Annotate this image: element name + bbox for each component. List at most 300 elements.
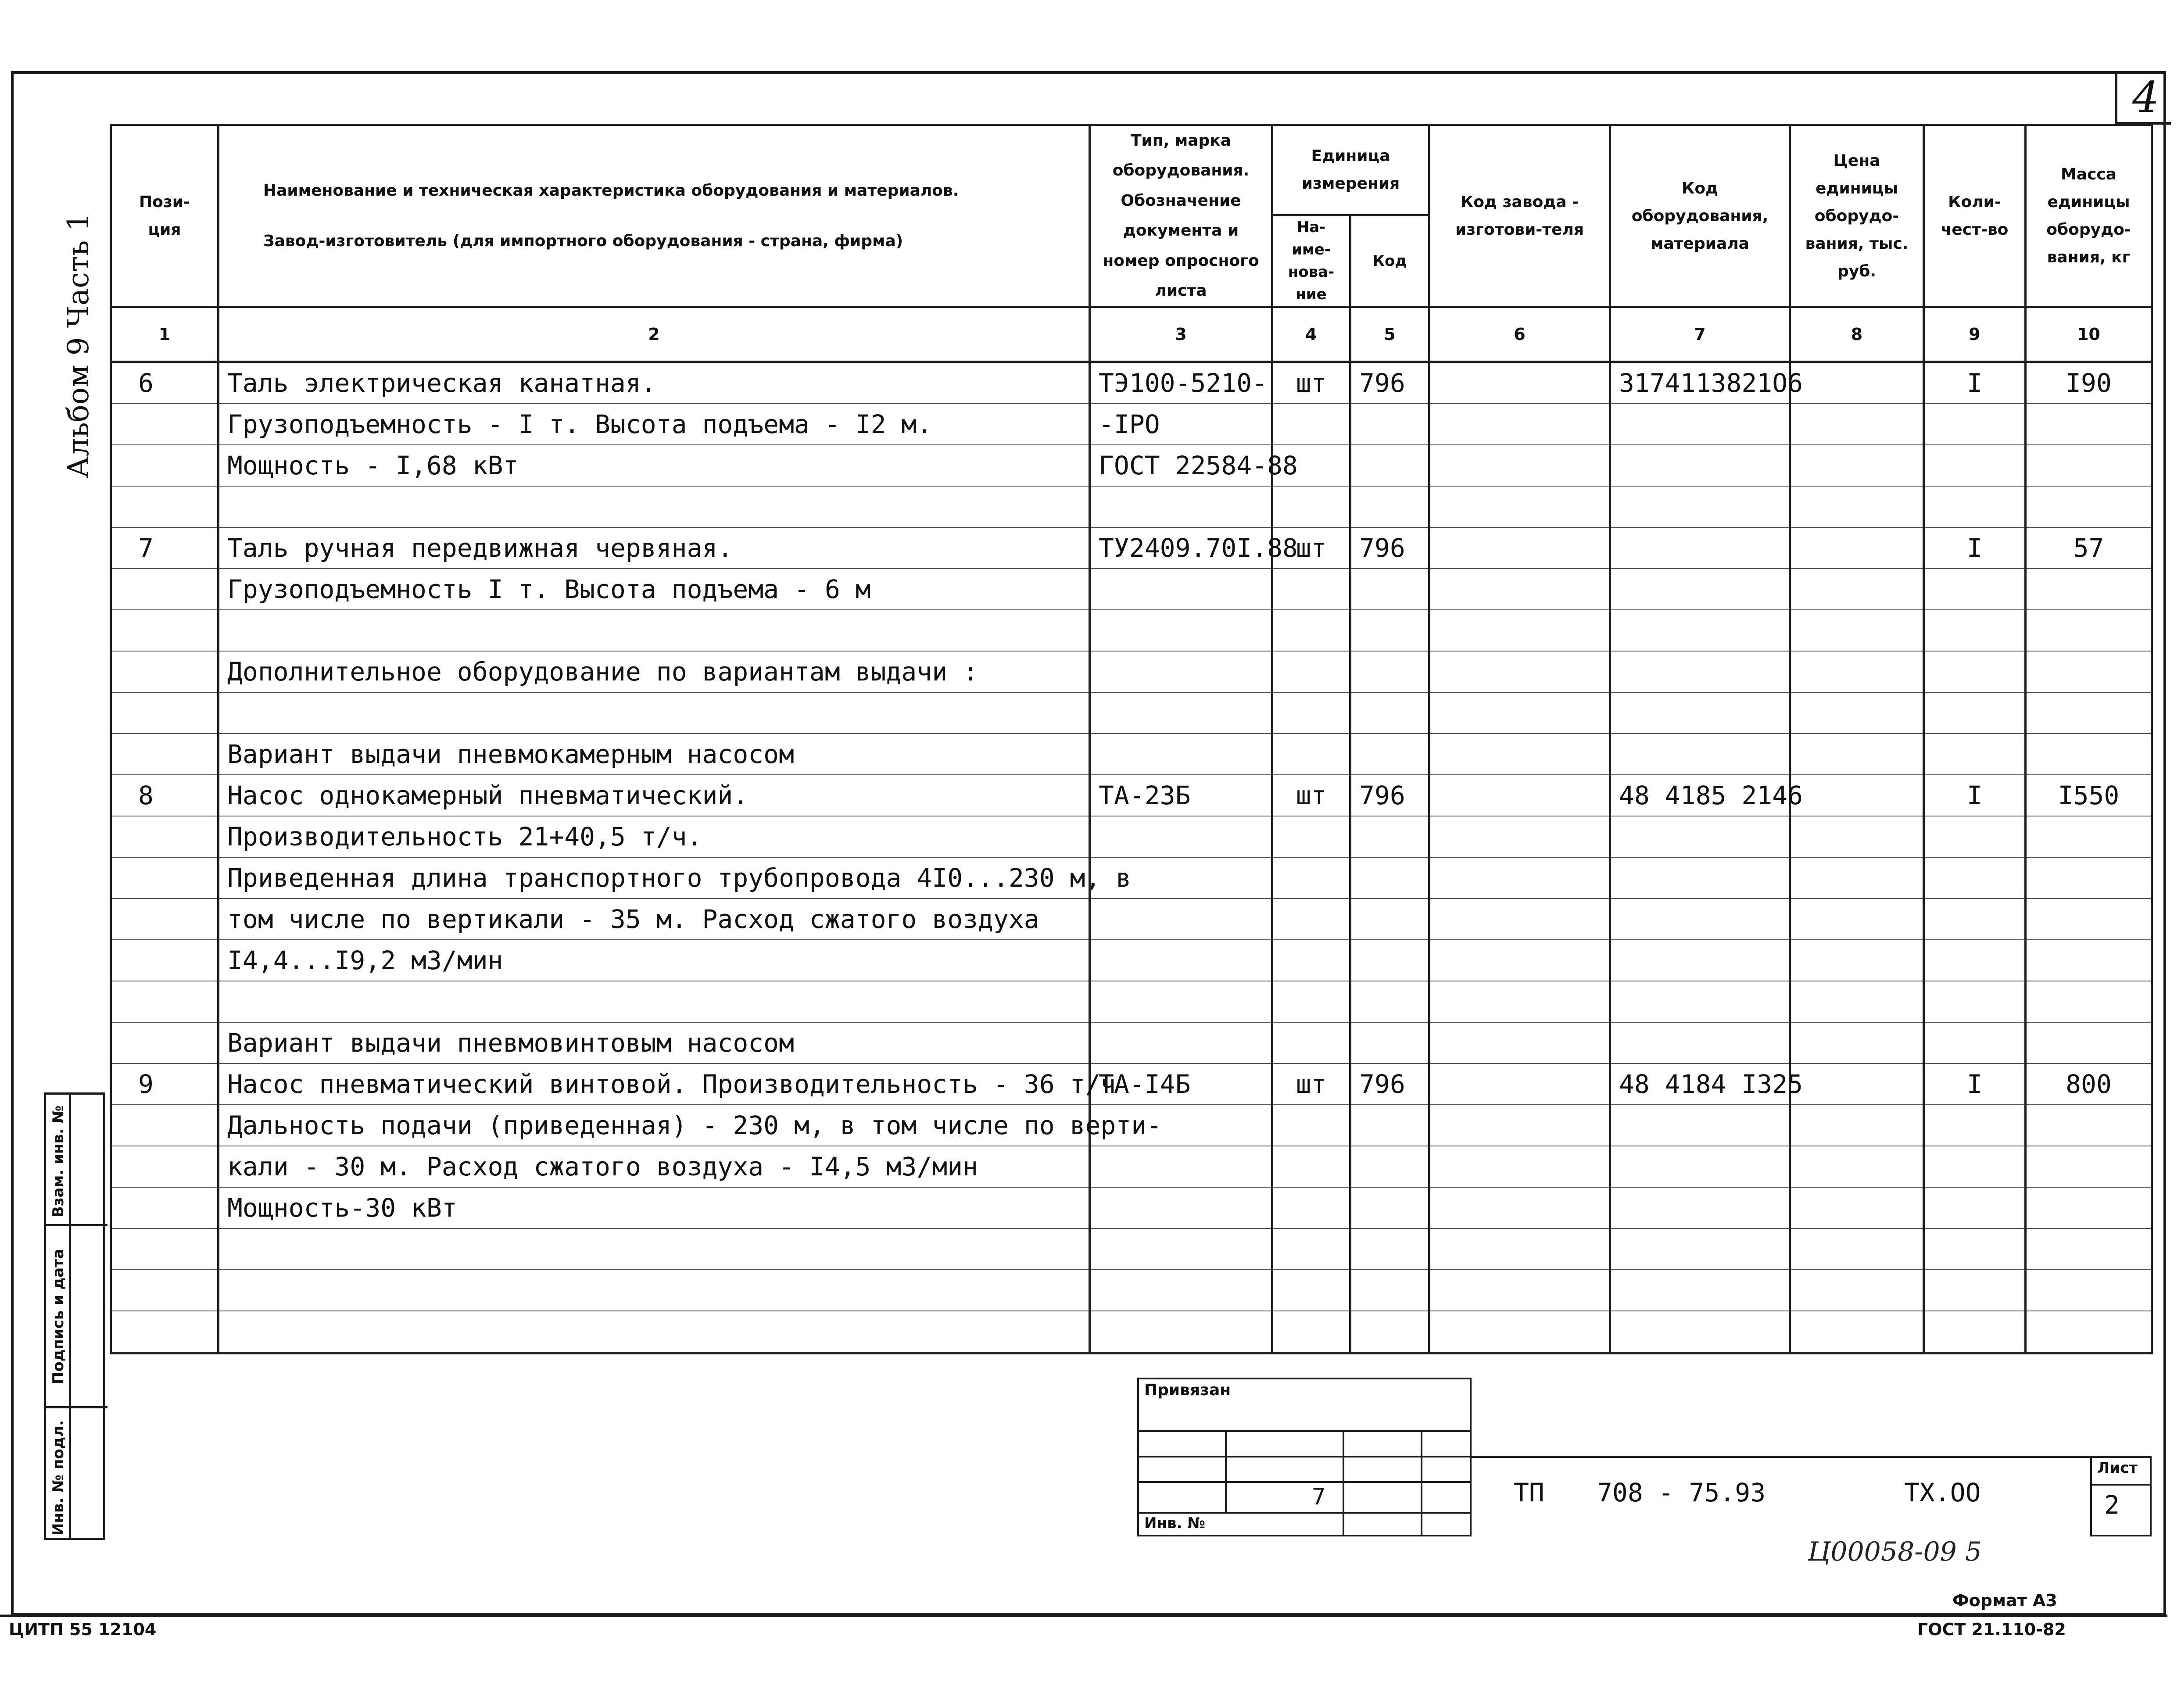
table-cell-col-4: [1272, 981, 1350, 1022]
table-cell-col-5: [1350, 1022, 1429, 1063]
table-cell-col-8: [1790, 940, 1924, 981]
table-cell-col-4: [1272, 899, 1350, 940]
table-cell-col-8: [1790, 651, 1924, 692]
doc-line: [1472, 1456, 2151, 1458]
album-title: Альбом 9 Часть 1: [61, 212, 95, 478]
table-cell-col-2: Грузоподъемность - I т. Высота подъема - I2 м.: [218, 404, 1090, 445]
table-cell-col-3: [1090, 940, 1272, 981]
table-cell-col-7: [1610, 940, 1790, 981]
table-cell-col-6: [1429, 486, 1610, 527]
table-cell-col-3: ТА-23Б: [1090, 775, 1272, 816]
table-cell-col-7: [1610, 857, 1790, 899]
table-cell-col-3: ТУ2409.70I.88: [1090, 527, 1272, 569]
header-position: Пози- ция: [111, 125, 218, 307]
header-quantity: Коли-чест-во: [1924, 125, 2026, 307]
table-cell-col-4: [1272, 816, 1350, 857]
colnum: 10: [2026, 307, 2152, 362]
table-cell-col-4: [1272, 486, 1350, 527]
table-cell-col-6: [1429, 692, 1610, 734]
table-cell-col-9: [1924, 1105, 2026, 1146]
table-cell-col-2: [218, 486, 1090, 527]
table-cell-col-2: том числе по вертикали - 35 м. Расход сжатого воздуха: [218, 899, 1090, 940]
table-cell-col-10: 57: [2026, 527, 2152, 569]
table-cell-col-4: [1272, 1146, 1350, 1187]
handwritten-note: Ц00058-09 5: [1808, 1536, 1982, 1567]
table-cell-col-10: I90: [2026, 362, 2152, 404]
sheet-corner-number: 4: [2132, 73, 2160, 122]
table-cell-col-3: [1090, 610, 1272, 651]
table-cell-col-1: [111, 1187, 218, 1228]
table-cell-col-2: [218, 610, 1090, 651]
table-row: [111, 610, 2152, 651]
table-cell-col-2: I4,4...I9,2 м3/мин: [218, 940, 1090, 981]
table-cell-col-3: ТЭ100-5210-: [1090, 362, 1272, 404]
table-cell-col-7: [1610, 527, 1790, 569]
table-cell-col-6: [1429, 734, 1610, 775]
table-cell-col-9: [1924, 692, 2026, 734]
header-equipment-code: Код оборудования, материала: [1610, 125, 1790, 307]
table-cell-col-8: [1790, 899, 1924, 940]
table-cell-col-3: [1090, 734, 1272, 775]
table-cell-col-1: [111, 1311, 218, 1353]
table-cell-col-5: [1350, 899, 1429, 940]
table-cell-col-7: [1610, 610, 1790, 651]
table-cell-col-5: [1350, 1105, 1429, 1146]
table-cell-col-5: [1350, 610, 1429, 651]
table-cell-col-6: [1429, 445, 1610, 486]
table-cell-col-1: [111, 486, 218, 527]
table-cell-col-9: [1924, 1022, 2026, 1063]
table-cell-col-7: [1610, 651, 1790, 692]
gost-label: ГОСТ 21.110-82: [1917, 1620, 2066, 1639]
table-cell-col-9: [1924, 610, 2026, 651]
column-numbers-row: [111, 307, 2152, 362]
colnum: 7: [1610, 307, 1790, 362]
table-row: [111, 486, 2152, 527]
table-row: [111, 692, 2152, 734]
stamp-vzam-label: Взам. инв. №: [50, 1105, 67, 1217]
table-cell-col-2: Насос пневматический винтовой. Производительность - 36 т/ч: [218, 1063, 1090, 1105]
table-row: [111, 527, 2152, 569]
table-cell-col-8: [1790, 1022, 1924, 1063]
table-cell-col-10: [2026, 899, 2152, 940]
table-cell-col-2: Вариант выдачи пневмокамерным насосом: [218, 734, 1090, 775]
table-row: [111, 1022, 2152, 1063]
table-cell-col-1: 7: [111, 527, 218, 569]
table-cell-col-4: [1272, 940, 1350, 981]
table-cell-col-10: [2026, 857, 2152, 899]
table-cell-col-5: [1350, 651, 1429, 692]
table-cell-col-6: [1429, 404, 1610, 445]
table-cell-col-1: [111, 940, 218, 981]
table-cell-col-7: [1610, 1228, 1790, 1270]
table-cell-col-7: [1610, 486, 1790, 527]
table-cell-col-7: [1610, 1187, 1790, 1228]
table-cell-col-3: ГОСТ 22584-88: [1090, 445, 1272, 486]
table-cell-col-1: 6: [111, 362, 218, 404]
table-cell-col-8: [1790, 362, 1924, 404]
table-cell-col-5: [1350, 940, 1429, 981]
table-cell-col-7: [1610, 1146, 1790, 1187]
table-cell-col-7: [1610, 899, 1790, 940]
table-row: [111, 362, 2152, 404]
binding-label: Привязан: [1144, 1381, 1231, 1399]
table-cell-col-9: [1924, 445, 2026, 486]
table-row: [111, 651, 2152, 692]
table-cell-col-5: [1350, 1187, 1429, 1228]
table-cell-col-7: [1610, 445, 1790, 486]
table-cell-col-8: [1790, 981, 1924, 1022]
table-cell-col-3: [1090, 1311, 1272, 1353]
table-cell-col-2: Насос однокамерный пневматический.: [218, 775, 1090, 816]
table-cell-col-6: [1429, 362, 1610, 404]
table-cell-col-9: [1924, 1146, 2026, 1187]
table-cell-col-5: [1350, 1146, 1429, 1187]
table-cell-col-5: 796: [1350, 362, 1429, 404]
colnum: 8: [1790, 307, 1924, 362]
table-cell-col-1: [111, 1270, 218, 1311]
table-cell-col-1: 8: [111, 775, 218, 816]
table-cell-col-9: [1924, 734, 2026, 775]
table-cell-col-10: [2026, 1270, 2152, 1311]
colnum: 5: [1350, 307, 1429, 362]
table-cell-col-8: [1790, 610, 1924, 651]
sheet-label: Лист: [2097, 1459, 2138, 1477]
table-cell-col-10: [2026, 692, 2152, 734]
table-cell-col-10: [2026, 1022, 2152, 1063]
header-unit: Единица измерения: [1272, 125, 1429, 215]
colnum: 2: [218, 307, 1090, 362]
header-unit-name: На-име-нова-ние: [1272, 215, 1350, 307]
table-row: [111, 445, 2152, 486]
table-row: [111, 1063, 2152, 1105]
table-cell-col-8: [1790, 734, 1924, 775]
header-unit-code: Код: [1350, 215, 1429, 307]
header-name: Наименование и техническая характеристика оборудования и материалов. Завод-изготовитель (для импортного оборудования - страна, фирма): [218, 125, 1090, 307]
table-cell-col-4: [1272, 734, 1350, 775]
table-row: [111, 899, 2152, 940]
table-cell-col-3: [1090, 1270, 1272, 1311]
table-cell-col-6: [1429, 651, 1610, 692]
table-cell-col-9: [1924, 486, 2026, 527]
table-cell-col-7: [1610, 734, 1790, 775]
table-cell-col-10: [2026, 569, 2152, 610]
binding-number: 7: [1312, 1484, 1326, 1510]
table-cell-col-10: [2026, 1187, 2152, 1228]
table-cell-col-2: Дальность подачи (приведенная) - 230 м, в том числе по верти-: [218, 1105, 1090, 1146]
binding-inventory-label: Инв. №: [1144, 1515, 1206, 1532]
table-cell-col-5: [1350, 1270, 1429, 1311]
table-cell-col-1: [111, 651, 218, 692]
table-cell-col-5: 796: [1350, 1063, 1429, 1105]
stamp-signature-label: Подпись и дата: [50, 1249, 67, 1384]
table-cell-col-4: [1272, 1187, 1350, 1228]
table-cell-col-1: [111, 1022, 218, 1063]
colnum: 3: [1090, 307, 1272, 362]
table-cell-col-8: [1790, 527, 1924, 569]
table-cell-col-5: [1350, 445, 1429, 486]
table-cell-col-3: [1090, 816, 1272, 857]
table-cell-col-10: [2026, 1311, 2152, 1353]
table-cell-col-6: [1429, 940, 1610, 981]
table-cell-col-1: [111, 404, 218, 445]
table-cell-col-4: [1272, 692, 1350, 734]
table-cell-col-8: [1790, 1311, 1924, 1353]
table-row: [111, 775, 2152, 816]
table-cell-col-8: [1790, 1146, 1924, 1187]
table-cell-col-5: [1350, 486, 1429, 527]
table-cell-col-7: [1610, 1022, 1790, 1063]
table-cell-col-3: [1090, 1228, 1272, 1270]
table-cell-col-1: [111, 445, 218, 486]
table-cell-col-6: [1429, 1105, 1610, 1146]
table-cell-col-10: [2026, 610, 2152, 651]
table-cell-col-4: [1272, 857, 1350, 899]
doc-prefix: ТП: [1514, 1478, 1544, 1507]
table-cell-col-4: шт: [1272, 1063, 1350, 1105]
table-cell-col-8: [1790, 1063, 1924, 1105]
table-cell-col-9: [1924, 857, 2026, 899]
header-price: Цена единицы оборудо-вания, тыс. руб.: [1790, 125, 1924, 307]
table-cell-col-8: [1790, 1187, 1924, 1228]
table-cell-col-10: [2026, 816, 2152, 857]
table-cell-col-2: Приведенная длина транспортного трубопровода 4I0...230 м, в: [218, 857, 1090, 899]
table-cell-col-5: [1350, 569, 1429, 610]
table-cell-col-7: [1610, 981, 1790, 1022]
doc-number: 708 - 75.93: [1597, 1478, 1766, 1507]
table-cell-col-7: 3174113821О6: [1610, 362, 1790, 404]
table-cell-col-10: [2026, 940, 2152, 981]
table-cell-col-2: [218, 692, 1090, 734]
sheet-corner-box: [2115, 71, 2171, 125]
table-cell-col-4: [1272, 1022, 1350, 1063]
table-cell-col-3: [1090, 651, 1272, 692]
table-cell-col-10: [2026, 445, 2152, 486]
table-cell-col-4: [1272, 404, 1350, 445]
approval-stamp: [44, 1092, 105, 1540]
table-row: [111, 1228, 2152, 1270]
colnum: 4: [1272, 307, 1350, 362]
table-row: [111, 1105, 2152, 1146]
table-cell-col-6: [1429, 1311, 1610, 1353]
table-cell-col-1: [111, 692, 218, 734]
sheet-number: 2: [2104, 1490, 2120, 1520]
citp-label: ЦИТП 55 12104: [9, 1620, 157, 1639]
table-cell-col-5: [1350, 1228, 1429, 1270]
header-mass: Масса единицы оборудо-вания, кг: [2026, 125, 2152, 307]
table-cell-col-6: [1429, 981, 1610, 1022]
table-cell-col-4: [1272, 1105, 1350, 1146]
format-label: Формат А3: [1952, 1591, 2057, 1610]
doc-code: ТХ.ОО: [1904, 1478, 1981, 1507]
table-cell-col-4: шт: [1272, 527, 1350, 569]
table-cell-col-8: [1790, 692, 1924, 734]
table-cell-col-6: [1429, 1146, 1610, 1187]
table-cell-col-9: [1924, 940, 2026, 981]
table-cell-col-10: [2026, 486, 2152, 527]
table-cell-col-7: [1610, 1105, 1790, 1146]
table-cell-col-9: [1924, 569, 2026, 610]
table-row: [111, 1311, 2152, 1353]
table-cell-col-2: Мощность - I,68 кВт: [218, 445, 1090, 486]
table-cell-col-1: [111, 734, 218, 775]
table-cell-col-2: Грузоподъемность I т. Высота подъема - 6 м: [218, 569, 1090, 610]
table-cell-col-2: Таль электрическая канатная.: [218, 362, 1090, 404]
table-cell-col-8: [1790, 816, 1924, 857]
table-cell-col-2: Дополнительное оборудование по вариантам выдачи :: [218, 651, 1090, 692]
table-cell-col-9: [1924, 1311, 2026, 1353]
table-cell-col-2: кали - 30 м. Расход сжатого воздуха - I4,5 м3/мин: [218, 1146, 1090, 1187]
table-cell-col-2: Мощность-30 кВт: [218, 1187, 1090, 1228]
table-cell-col-6: [1429, 775, 1610, 816]
table-cell-col-9: [1924, 1270, 2026, 1311]
table-cell-col-2: Производительность 21+40,5 т/ч.: [218, 816, 1090, 857]
colnum: 1: [111, 307, 218, 362]
table-cell-col-7: [1610, 816, 1790, 857]
table-cell-col-7: [1610, 1270, 1790, 1311]
table-cell-col-4: шт: [1272, 775, 1350, 816]
table-cell-col-8: [1790, 1105, 1924, 1146]
table-cell-col-8: [1790, 404, 1924, 445]
table-cell-col-5: 796: [1350, 775, 1429, 816]
table-cell-col-8: [1790, 1270, 1924, 1311]
table-cell-col-1: 9: [111, 1063, 218, 1105]
table-cell-col-9: I: [1924, 362, 2026, 404]
table-cell-col-6: [1429, 857, 1610, 899]
table-cell-col-1: [111, 981, 218, 1022]
table-cell-col-9: [1924, 981, 2026, 1022]
table-cell-col-3: [1090, 569, 1272, 610]
specification-body: [111, 362, 2152, 1354]
table-cell-col-5: [1350, 981, 1429, 1022]
table-row: [111, 1146, 2152, 1187]
table-cell-col-1: [111, 899, 218, 940]
table-cell-col-4: [1272, 610, 1350, 651]
table-cell-col-8: [1790, 445, 1924, 486]
table-cell-col-3: ТА-I4Б: [1090, 1063, 1272, 1105]
table-cell-col-2: [218, 1270, 1090, 1311]
colnum: 9: [1924, 307, 2026, 362]
table-cell-col-1: [111, 857, 218, 899]
table-cell-col-9: [1924, 899, 2026, 940]
table-cell-col-5: [1350, 857, 1429, 899]
table-row: [111, 857, 2152, 899]
table-cell-col-7: [1610, 404, 1790, 445]
table-cell-col-6: [1429, 1022, 1610, 1063]
table-cell-col-8: [1790, 775, 1924, 816]
table-cell-col-1: [111, 816, 218, 857]
table-cell-col-7: 48 4184 I325: [1610, 1063, 1790, 1105]
table-cell-col-2: [218, 1228, 1090, 1270]
table-cell-col-3: [1090, 486, 1272, 527]
table-cell-col-7: 48 4185 2146: [1610, 775, 1790, 816]
table-cell-col-1: [111, 1105, 218, 1146]
table-cell-col-10: [2026, 1105, 2152, 1146]
table-cell-col-10: [2026, 734, 2152, 775]
table-cell-col-1: [111, 569, 218, 610]
table-row: [111, 981, 2152, 1022]
table-cell-col-3: [1090, 981, 1272, 1022]
table-cell-col-6: [1429, 1063, 1610, 1105]
table-cell-col-3: [1090, 692, 1272, 734]
table-cell-col-7: [1610, 569, 1790, 610]
table-cell-col-8: [1790, 486, 1924, 527]
table-row: [111, 569, 2152, 610]
table-cell-col-6: [1429, 816, 1610, 857]
table-cell-col-3: [1090, 1187, 1272, 1228]
table-cell-col-8: [1790, 1228, 1924, 1270]
table-cell-col-6: [1429, 1187, 1610, 1228]
table-cell-col-10: I550: [2026, 775, 2152, 816]
table-row: [111, 1187, 2152, 1228]
table-cell-col-6: [1429, 1228, 1610, 1270]
table-cell-col-10: 800: [2026, 1063, 2152, 1105]
table-cell-col-4: [1272, 1270, 1350, 1311]
table-cell-col-4: [1272, 1228, 1350, 1270]
table-cell-col-10: [2026, 981, 2152, 1022]
table-cell-col-2: Вариант выдачи пневмовинтовым насосом: [218, 1022, 1090, 1063]
table-cell-col-2: Таль ручная передвижная червяная.: [218, 527, 1090, 569]
table-cell-col-5: 796: [1350, 527, 1429, 569]
table-cell-col-4: шт: [1272, 362, 1350, 404]
table-row: [111, 734, 2152, 775]
table-cell-col-1: [111, 610, 218, 651]
table-cell-col-5: [1350, 1311, 1429, 1353]
table-cell-col-10: [2026, 1228, 2152, 1270]
table-cell-col-6: [1429, 569, 1610, 610]
table-cell-col-8: [1790, 569, 1924, 610]
table-cell-col-5: [1350, 404, 1429, 445]
table-cell-col-6: [1429, 610, 1610, 651]
table-cell-col-1: [111, 1228, 218, 1270]
table-cell-col-3: [1090, 1022, 1272, 1063]
table-row: [111, 940, 2152, 981]
table-cell-col-9: [1924, 816, 2026, 857]
table-cell-col-9: [1924, 404, 2026, 445]
table-row: [111, 404, 2152, 445]
table-cell-col-8: [1790, 857, 1924, 899]
table-cell-col-7: [1610, 1311, 1790, 1353]
table-cell-col-4: [1272, 651, 1350, 692]
header-type: Тип, марка оборудования. Обозначение документа и номер опросного листа: [1090, 125, 1272, 307]
table-cell-col-3: [1090, 1146, 1272, 1187]
table-cell-col-2: [218, 981, 1090, 1022]
table-row: [111, 816, 2152, 857]
table-cell-col-6: [1429, 1270, 1610, 1311]
table-cell-col-9: [1924, 651, 2026, 692]
table-cell-col-5: [1350, 692, 1429, 734]
table-cell-col-9: I: [1924, 775, 2026, 816]
table-cell-col-6: [1429, 527, 1610, 569]
table-cell-col-6: [1429, 899, 1610, 940]
table-cell-col-1: [111, 1146, 218, 1187]
table-cell-col-3: [1090, 899, 1272, 940]
header-factory-code: Код завода - изготови-теля: [1429, 125, 1610, 307]
table-row: [111, 1270, 2152, 1311]
table-cell-col-2: [218, 1311, 1090, 1353]
table-cell-col-10: [2026, 651, 2152, 692]
specification-table: [110, 124, 2153, 1354]
table-cell-col-9: I: [1924, 1063, 2026, 1105]
colnum: 6: [1429, 307, 1610, 362]
table-cell-col-10: [2026, 1146, 2152, 1187]
table-cell-col-4: [1272, 569, 1350, 610]
table-cell-col-9: [1924, 1228, 2026, 1270]
table-cell-col-4: [1272, 1311, 1350, 1353]
table-cell-col-9: [1924, 1187, 2026, 1228]
table-cell-col-10: [2026, 404, 2152, 445]
stamp-inventory-label: Инв. № подл.: [50, 1420, 67, 1536]
